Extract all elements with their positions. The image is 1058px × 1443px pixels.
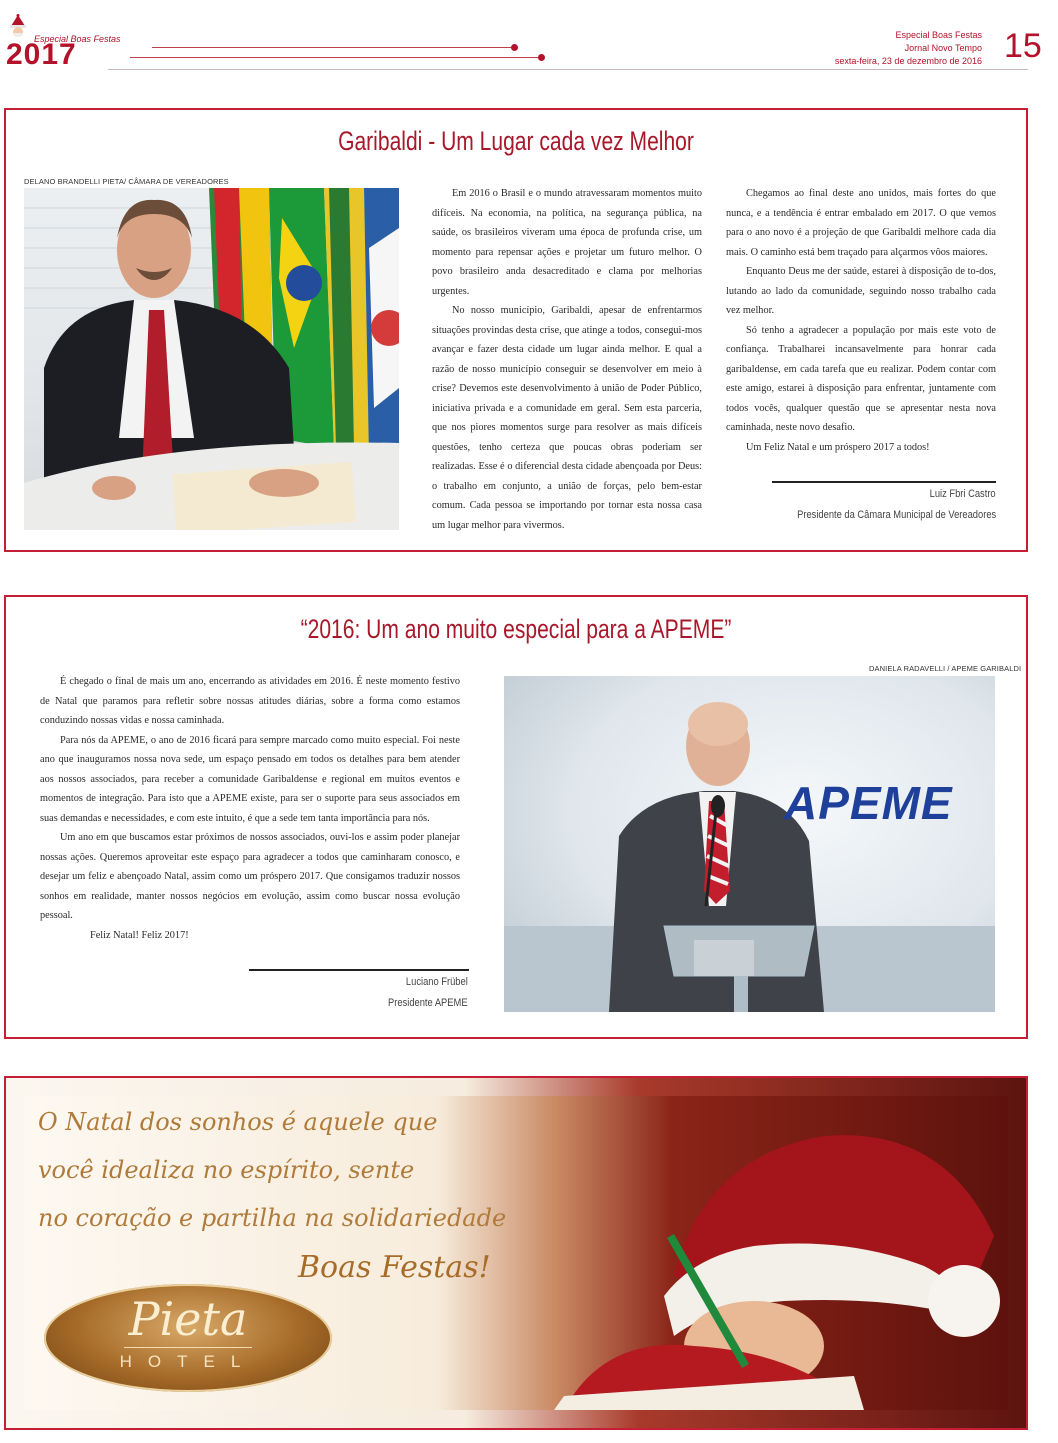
signature-name: Luciano Frübel	[406, 976, 468, 988]
article-title: Garibaldi - Um Lugar cada vez Melhor	[338, 126, 694, 156]
apeme-president-photo	[504, 676, 995, 1012]
paragraph: Enquanto Deus me der saúde, estarei à disposição de to-dos, lutando ao lado da comunidade, seguindo nosso trabalho cada vez melhor.	[726, 266, 996, 316]
article-column-1	[432, 184, 702, 535]
ad-greeting: Boas Festas!	[298, 1250, 491, 1285]
santa-icon	[8, 14, 28, 40]
hotel-name: Pieta	[128, 1292, 248, 1346]
paragraph: Um ano em que buscamos estar próximos de nossos associados, ouvi-los e assim poder planejar nossas ações. Queremos aproveitar este espaço para agradecer a todos que caminharam conosco, e desejar um feliz e abençoado Natal, assim como um próspero 2017. Que consigamos traduzir nossos sonhos em realidade, manter nossos negócios em evolução, assim como buscar nossa evolução pessoal.	[40, 832, 460, 921]
signature-line	[249, 969, 469, 971]
paragraph: É chegado o final de mais um ano, encerrando as atividades em 2016. É neste momento festivo de Natal que paramos para refletir sobre nossas atitudes diárias, sobre a forma como estamos conduzindo nossas vidas e nossa caminhada.	[40, 676, 460, 726]
apeme-sign: APEME	[784, 777, 953, 829]
signature-name: Luiz Fbri Castro	[930, 488, 996, 500]
photo-credit: DANIELA RADAVELLI / APEME GARIBALDI	[869, 664, 1022, 673]
edition-date: sexta-feira, 23 de dezembro de 2016	[834, 56, 982, 66]
paragraph: Só tenho a agradecer a população por mais este voto de confiança. Trabalharei incansavelmente para honrar cada garibaldense, em cada tarefa que eu realizar. Podem contar com este amigo, estarei à disposição para enfrentar, juntamente com todos vocês, qualquer questão que se apresentar nesta nova caminhada, neste novo desafio.	[726, 324, 996, 433]
hotel-subtitle: HOTEL	[119, 1352, 257, 1371]
logo-caption: Especial Boas Festas	[34, 34, 121, 44]
divider	[130, 57, 540, 58]
edition-section: Especial Boas Festas	[895, 30, 982, 40]
paragraph: Feliz Natal! Feliz 2017!	[90, 929, 189, 941]
article-body	[40, 672, 460, 945]
paragraph: No nosso município, Garibaldi, apesar de enfrentarmos situações provindas desta crise, que atinge a todos, consegui-mos avançar e fazer desta cidade um lugar ainda melhor. E qual a razão de nosso município conseguir se desenvolver em meio à crise? Devemos este desenvolvimento à união de Poder Público, iniciativa privada e a comunidade em geral. Sem esta parceria, que nos piores momentos surge para resolver as mais difíceis questões, tenho certeza que poucas obras poderiam ser realizadas. Esse é o diferencial desta cidade abençoada por Deus: o trabalho em conjunto, a união de forças, pelo bem-estar comum. Cada pessoa se importando por tornar esta nossa casa um lugar melhor para vivermos.	[432, 305, 702, 531]
newspaper-name: Jornal Novo Tempo	[904, 43, 982, 53]
ad-text-line: no coração e partilha na solidariedade	[38, 1204, 507, 1232]
divider	[152, 47, 514, 48]
edition-info	[835, 29, 982, 68]
divider-dot	[511, 44, 518, 51]
hotel-logo	[44, 1284, 332, 1392]
signature-role: Presidente APEME	[388, 997, 468, 1009]
ad-text-line: O Natal dos sonhos é aquele que	[38, 1108, 438, 1136]
child-santa-hat-illustration	[524, 1096, 1008, 1410]
divider-dot	[538, 54, 545, 61]
page-number: 15	[1004, 27, 1042, 65]
signature-role: Presidente da Câmara Municipal de Vereadores	[796, 509, 996, 521]
logo-year: 2017	[6, 38, 77, 71]
ad-text-line: você idealiza no espírito, sente	[38, 1156, 415, 1184]
logo-divider	[124, 1347, 252, 1348]
portrait-illustration	[24, 188, 399, 530]
speaker-illustration	[504, 676, 995, 1012]
signature-line	[772, 481, 996, 483]
article-title: “2016: Um ano muito especial para a APEME”	[300, 614, 732, 644]
paragraph: Em 2016 o Brasil e o mundo atravessaram momentos muito difíceis. Na economia, na política, na segurança pública, na saúde, os brasileiros viveram uma época de profunda crise, um momento para repensar ações e projetar um futuro melhor. O povo brasileiro anda desacreditado e clama por melhorias urgentes.	[432, 188, 702, 297]
paragraph: Chegamos ao final deste ano unidos, mais fortes do que nunca, e a tendência é entrar embalado em 2017. O que vemos para o ano novo é a projeção de que Garibaldi melhore cada dia mais. O caminho está bem traçado para alçarmos vôos maiores.	[726, 188, 996, 258]
article-column-2	[726, 184, 996, 457]
paragraph: Um Feliz Natal e um próspero 2017 a todos!	[746, 441, 930, 453]
paragraph: Para nós da APEME, o ano de 2016 ficará para sempre marcado como muito especial. Foi neste ano que inauguramos nossa nova sede, um espaço pensado em todos os detalhes para bem atender aos nossos associados, para receber a comunidade Garibaldense e regional em muitos eventos e momentos de integração. Para isto que a APEME existe, para ser o suporte para seus associados em suas demandas e necessidades, e com este intuito, é que a sede tem tanta importância para nós.	[40, 734, 460, 824]
photo-credit: DELANO BRANDELLI PIETA/ CÂMARA DE VEREADORES	[24, 177, 229, 186]
council-president-photo	[24, 188, 399, 530]
divider	[108, 69, 1028, 70]
